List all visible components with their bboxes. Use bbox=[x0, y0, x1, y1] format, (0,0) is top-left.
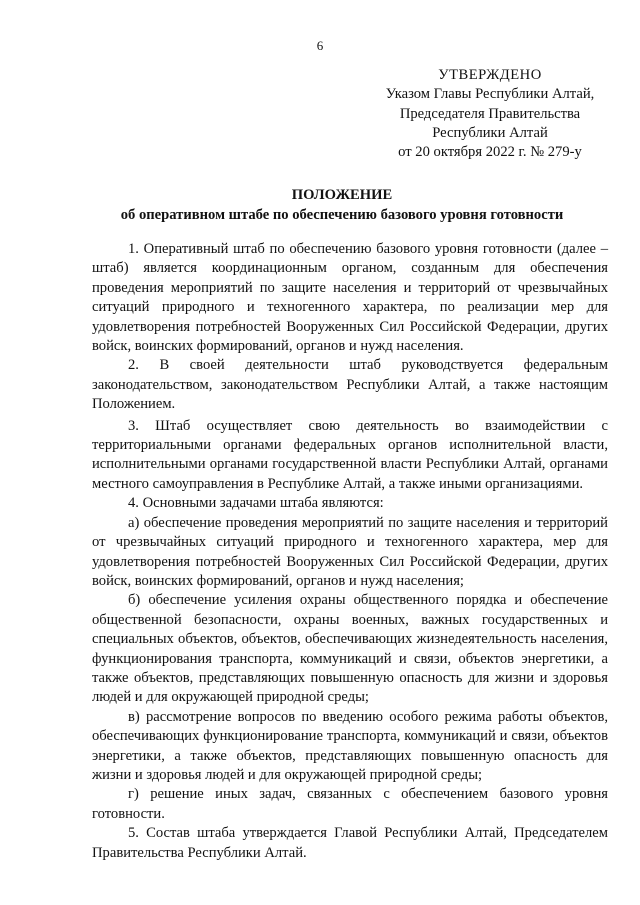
title-subheading: об оперативном штабе по обеспечению базового уровня готовности bbox=[120, 206, 564, 223]
approval-line: Республики Алтай bbox=[432, 124, 548, 141]
document-title bbox=[92, 186, 592, 225]
paragraph-4a: а) обеспечение проведения мероприятий по защите населения и территорий от чрезвычайных ситуаций природного и техногенного характера, мер для удовлетворения потребностей Вооруженных Сил Российской Федерации, других войск, воинских формирований, органов и нужд населения; bbox=[92, 514, 608, 589]
paragraph-5: 5. Состав штаба утверждается Главой Республики Алтай, Председателем Правительства Республики Алтай. bbox=[92, 825, 608, 861]
paragraph-4b: б) обеспечение усиления охраны общественного порядка и обеспечение общественной безопасности, охраны военных, важных государственных и специальных объектов, объектов, обеспечивающих жизнедеятельность населения, функционирования транспорта, коммуникаций и связи, объектов энергетики, а также объектов, представляющих повышенную опасность для жизни и здоровья людей и для окружающей природной среды; bbox=[92, 592, 608, 706]
approval-block bbox=[370, 66, 610, 162]
paragraph-4c: в) рассмотрение вопросов по введению особого режима работы объектов, обеспечивающих функционирование транспорта, коммуникаций и связи, объектов энергетики, а также объектов, представляющих повышенную опасность для жизни и здоровья людей и для окружающей природной среды; bbox=[92, 708, 608, 783]
paragraph-3: 3. Штаб осуществляет свою деятельность во взаимодействии с территориальными органами федеральных органов исполнительной власти, исполнительными органами государственной власти Республики Алтай, органами местного самоуправления в Республике Алтай, а также иными организациями. bbox=[92, 417, 608, 492]
paragraph-4: 4. Основными задачами штаба являются: bbox=[128, 495, 384, 512]
page-number: 6 bbox=[316, 38, 324, 53]
paragraph-4d: г) решение иных задач, связанных с обеспечением базового уровня готовности. bbox=[92, 786, 608, 822]
paragraph-1: 1. Оперативный штаб по обеспечению базового уровня готовности (далее – штаб) является координационным органом, созданным для обеспечения проведения мероприятий по защите населения и территорий от чрезвычайных ситуаций природного и техногенного характера, по реализации мер для удовлетворения потребностей Вооруженных Сил Российской Федерации, других войск, воинских формирований, органов и нужд населения. bbox=[92, 241, 608, 355]
title-heading: ПОЛОЖЕНИЕ bbox=[291, 187, 393, 203]
paragraph-2: 2. В своей деятельности штаб руководствуется федеральным законодательством, законодательством Республики Алтай, а также настоящим Положением. bbox=[92, 357, 608, 413]
approval-line: Председателя Правительства bbox=[399, 105, 581, 122]
document-body bbox=[92, 240, 608, 863]
approval-stamp: УТВЕРЖДЕНО bbox=[438, 67, 542, 83]
approval-line: Указом Главы Республики Алтай, bbox=[385, 86, 595, 103]
approval-line: от 20 октября 2022 г. № 279-у bbox=[398, 144, 582, 161]
